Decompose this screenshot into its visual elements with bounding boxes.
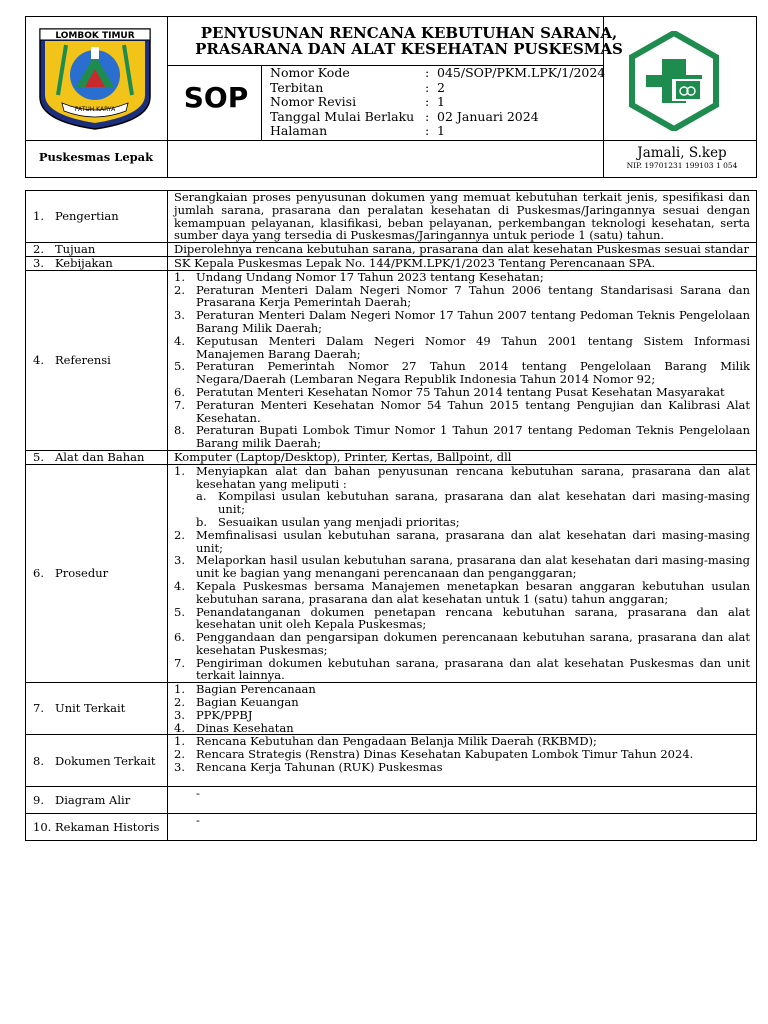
document-title <box>194 25 624 57</box>
sop-content-table <box>25 190 757 841</box>
section-content: Serangkaian proses penyusunan dokumen yang memuat kebutuhan terkait jenis, spesifikasi dan jumlah sarana, prasarana dan peralatan kesehatan di Puskesmas/Jaringannya sesuai dengan kemampuan pelayanan, klasifikasi, beban pelayanan, perkembangan teknologi kesehatan, serta sumber daya yang tersedia di Puskesmas/Jaringannya untuk periode 1 (satu) tahun. <box>168 191 757 243</box>
row-unit-terkait <box>26 683 757 735</box>
list-number: 4. <box>174 333 185 348</box>
unit-list <box>174 683 750 734</box>
row-alat <box>26 450 757 464</box>
list-number: 5. <box>174 359 185 374</box>
prosedur-step <box>174 465 750 529</box>
list-text: Peraturan Menteri Kesehatan Nomor 54 Tahun 2015 tentang Pengujian dan Kalibrasi Alat Kesehatan. <box>196 397 750 425</box>
list-number: 3. <box>174 760 185 775</box>
list-number: 1. <box>174 734 185 749</box>
list-number: a. <box>196 489 207 504</box>
signer-name: Jamali, S.kep <box>637 145 727 161</box>
referensi-item <box>174 284 750 310</box>
row-referensi <box>26 270 757 450</box>
dokumen-item <box>174 761 750 774</box>
sub-list-item <box>196 490 750 516</box>
section-content: Komputer (Laptop/Desktop), Printer, Kertas, Ballpoint, dll <box>168 450 757 464</box>
prosedur-step <box>174 631 750 657</box>
referensi-item <box>174 271 750 284</box>
section-label: 7. Unit Terkait <box>26 683 168 735</box>
prosedur-list <box>174 465 750 683</box>
section-label: 1. Pengertian <box>26 191 168 243</box>
meta-row <box>270 110 605 125</box>
list-text: Peratutan Menteri Kesehatan Nomor 75 Tahun 2014 tentang Pusat Kesehatan Masyarakat <box>196 384 725 399</box>
list-text: Peraturan Pemerintah Nomor 27 Tahun 2014 tentang Pengelolaan Barang Milik Negara/Daerah (Lembaran Negara Republik Indonesia Tahun 2014 Nomor 92; <box>196 359 750 387</box>
section-label: 4. Referensi <box>26 270 168 450</box>
unit-item <box>174 696 750 709</box>
sub-list-item <box>196 516 750 529</box>
list-number: b. <box>196 514 208 529</box>
row-pengertian <box>26 191 757 243</box>
title-line-2: PRASARANA DAN ALAT KESEHATAN PUSKESMAS <box>195 40 623 58</box>
list-text: Kompilasi usulan kebutuhan sarana, prasarana dan alat kesehatan dari masing-masing unit; <box>218 489 750 517</box>
list-text: Bagian Keuangan <box>196 695 299 710</box>
meta-value: 045/SOP/PKM.LPK/1/2024 <box>437 65 606 80</box>
list-number: 4. <box>174 578 185 593</box>
meta-value: 1 <box>437 123 445 139</box>
section-content: - <box>168 814 757 841</box>
list-number: 7. <box>174 397 185 412</box>
list-text: Melaporkan hasil usulan kebutuhan sarana, prasarana dan alat kesehatan dari masing-masing unit ke bagian yang menangani perencanaan dan penganggaran; <box>196 553 750 581</box>
meta-sep: : <box>425 65 430 80</box>
list-number: 1. <box>174 682 185 697</box>
prosedur-step <box>174 580 750 606</box>
list-number: 6. <box>174 630 185 645</box>
section-label: 9. Diagram Alir <box>26 787 168 814</box>
list-text: Undang Undang Nomor 17 Tahun 2023 tentang Kesehatan; <box>196 269 544 284</box>
section-content: SK Kepala Puskesmas Lepak No. 144/PKM.LPK/1/2023 Tentang Perencanaan SPA. <box>168 256 757 270</box>
title-line-1: PENYUSUNAN RENCANA KEBUTUHAN SARANA, <box>200 24 618 42</box>
list-text: Kepala Puskesmas bersama Manajemen menetapkan besaran anggaran kebutuhan usulan kebutuhan sarana, prasarana dan alat kesehatan untuk 1 (satu) tahun anggaran; <box>196 578 750 606</box>
list-text: Memfinalisasi usulan kebutuhan sarana, prasarana dan alat kesehatan dari masing-masing unit; <box>196 527 750 555</box>
list-number: 1. <box>174 269 185 284</box>
section-label: 2. Tujuan <box>26 243 168 257</box>
referensi-list <box>174 271 750 450</box>
list-text: Peraturan Menteri Dalam Negeri Nomor 7 Tahun 2006 tentang Standarisasi Sarana dan Prasarana Kerja Pemerintah Daerah; <box>196 282 750 310</box>
referensi-item <box>174 386 750 399</box>
list-text: Bagian Perencanaan <box>196 682 316 697</box>
section-label: 5. Alat dan Bahan <box>26 450 168 464</box>
meta-value: 1 <box>437 94 445 110</box>
document-metadata <box>270 66 605 139</box>
meta-sep: : <box>425 94 430 110</box>
sub-list <box>196 490 750 528</box>
section-label: 10. Rekaman Historis <box>26 814 168 841</box>
list-number: 8. <box>174 423 185 438</box>
meta-row <box>270 95 605 110</box>
department-name: Puskesmas Lepak <box>38 150 154 164</box>
list-text: Pengiriman dokumen kebutuhan sarana, prasarana dan alat kesehatan Puskesmas dan unit terkait lainnya. <box>196 655 750 683</box>
section-content: - <box>168 787 757 814</box>
list-text: Sesuaikan usulan yang menjadi prioritas; <box>218 514 460 529</box>
logo-text-top: LOMBOK TIMUR <box>55 31 135 41</box>
list-text: Menyiapkan alat dan bahan penyusunan rencana kebutuhan sarana, prasarana dan alat kesehatan yang meliputi : <box>196 463 750 491</box>
list-number: 5. <box>174 604 185 619</box>
section-content <box>168 735 757 787</box>
prosedur-step <box>174 657 750 683</box>
row-dokumen-terkait <box>26 735 757 787</box>
list-number: 2. <box>174 527 185 542</box>
referensi-item <box>174 399 750 425</box>
list-text: Penggandaan dan pengarsipan dokumen perencanaan kebutuhan sarana, prasarana dan alat kesehatan Puskesmas; <box>196 630 750 657</box>
meta-row <box>270 81 605 96</box>
section-label: 8. Dokumen Terkait <box>26 735 168 787</box>
prosedur-step <box>174 554 750 580</box>
list-text: Rencana Kebutuhan dan Pengadaan Belanja Milik Daerah (RKBMD); <box>196 734 597 749</box>
meta-sep: : <box>425 79 430 95</box>
meta-sep: : <box>425 108 430 124</box>
section-label: 3. Kebijakan <box>26 256 168 270</box>
lombok-timur-logo <box>36 25 154 135</box>
referensi-item <box>174 424 750 450</box>
meta-row <box>270 66 605 81</box>
puskesmas-logo <box>624 31 724 135</box>
row-tujuan <box>26 243 757 257</box>
list-text: PPK/PPBJ <box>196 707 253 722</box>
meta-key: Nomor Kode <box>270 65 350 80</box>
referensi-item <box>174 360 750 386</box>
row-kebijakan <box>26 256 757 270</box>
meta-value: 2 <box>437 79 445 95</box>
list-text: Penandatanganan dokumen penetapan rencana kebutuhan sarana, prasarana dan alat kesehatan unit oleh Kepala Puskesmas; <box>196 604 750 632</box>
list-number: 6. <box>174 384 185 399</box>
list-number: 3. <box>174 308 185 323</box>
meta-key: Terbitan <box>270 79 324 95</box>
section-content: Diperolehnya rencana kebutuhan sarana, prasarana dan alat kesehatan Puskesmas sesuai standar <box>168 243 757 257</box>
list-text: Rencana Kerja Tahunan (RUK) Puskesmas <box>196 760 443 775</box>
list-number: 7. <box>174 655 185 670</box>
list-text: Keputusan Menteri Dalam Negeri Nomor 49 Tahun 2001 tentang Sistem Informasi Manajemen Barang Daerah; <box>196 333 750 361</box>
logo-motto: PATUH KARYA <box>74 106 116 113</box>
list-number: 2. <box>174 282 185 297</box>
row-prosedur <box>26 464 757 683</box>
referensi-item <box>174 309 750 335</box>
list-text: Peraturan Menteri Dalam Negeri Nomor 17 Tahun 2007 tentang Pedoman Teknis Pengelolaan Barang Milik Daerah; <box>196 308 750 335</box>
list-number: 3. <box>174 553 185 568</box>
section-content <box>168 270 757 450</box>
sop-header <box>25 16 757 178</box>
referensi-item <box>174 335 750 361</box>
list-number: 2. <box>174 695 185 710</box>
sop-label: SOP <box>183 81 249 114</box>
section-label: 6. Prosedur <box>26 464 168 683</box>
dokumen-list <box>174 735 750 773</box>
list-number: 3. <box>174 707 185 722</box>
row-rekaman-historis <box>26 814 757 841</box>
row-diagram-alir <box>26 787 757 814</box>
section-content <box>168 683 757 735</box>
meta-key: Nomor Revisi <box>270 94 357 110</box>
meta-sep: : <box>425 123 430 139</box>
list-text: Rencara Strategis (Renstra) Dinas Kesehatan Kabupaten Lombok Timur Tahun 2024. <box>196 747 694 762</box>
list-number: 2. <box>174 747 185 762</box>
unit-item <box>174 709 750 722</box>
meta-key: Halaman <box>270 123 328 139</box>
unit-item <box>174 722 750 735</box>
prosedur-step <box>174 606 750 632</box>
list-text: Dinas Kesehatan <box>196 720 294 735</box>
list-number: 1. <box>174 463 185 478</box>
section-content <box>168 464 757 683</box>
meta-key: Tanggal Mulai Berlaku <box>270 108 415 124</box>
meta-row <box>270 124 605 139</box>
signer-nip: NIP. 19701231 199103 1 054 <box>626 161 738 170</box>
meta-value: 02 Januari 2024 <box>437 108 539 124</box>
list-number: 4. <box>174 720 185 735</box>
prosedur-step <box>174 529 750 555</box>
list-text: Peraturan Bupati Lombok Timur Nomor 1 Tahun 2017 tentang Pedoman Teknis Pengelolaan Barang milik Daerah; <box>196 423 750 451</box>
